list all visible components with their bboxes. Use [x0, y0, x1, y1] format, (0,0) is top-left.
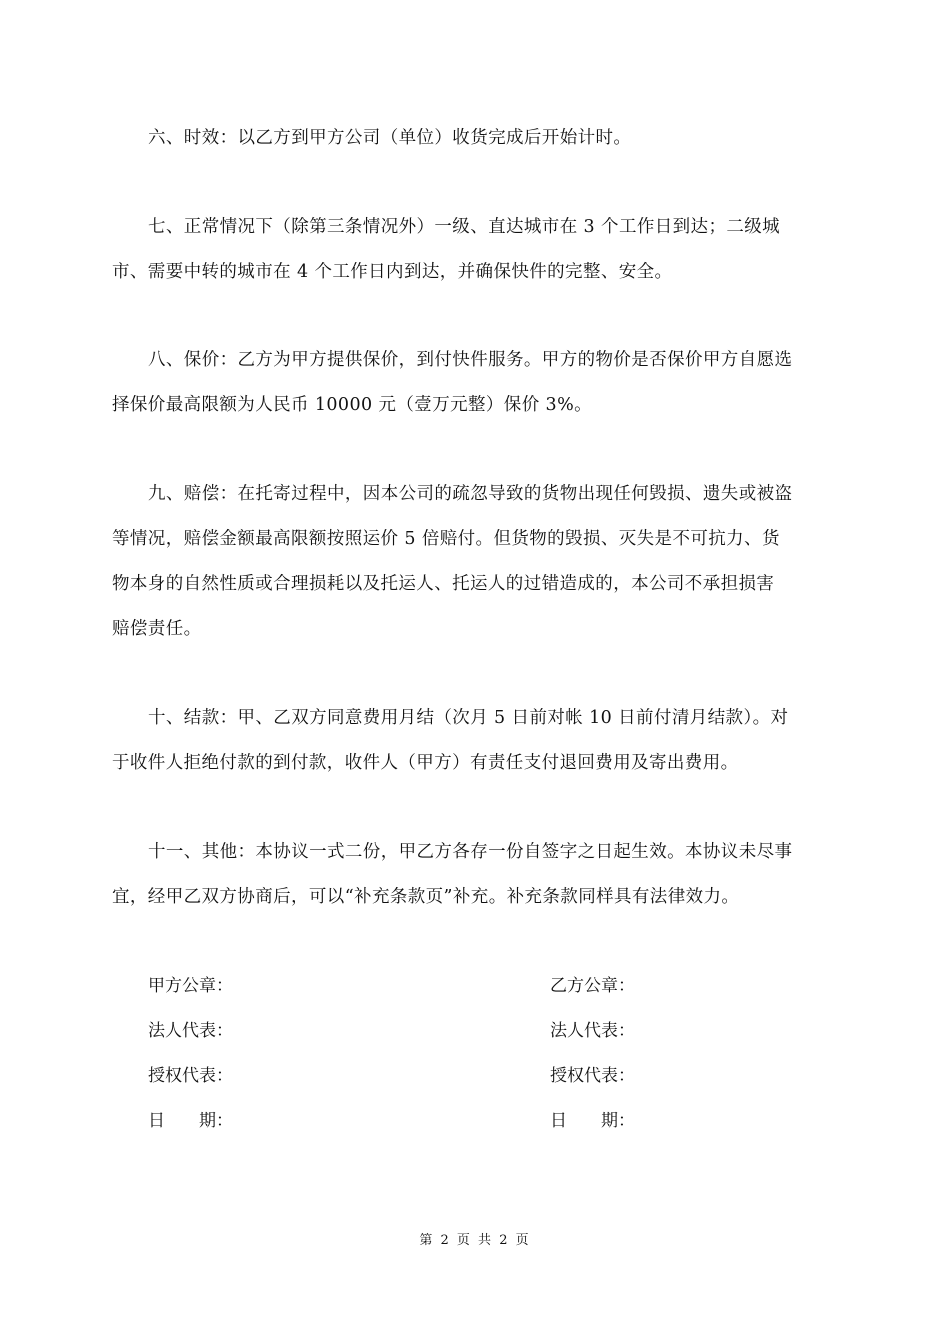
party-a-legal-rep-label: 法人代表： [148, 1021, 233, 1041]
party-a-date-label: 日 期： [148, 1111, 233, 1131]
party-a-seal-label: 甲方公章： [148, 976, 233, 996]
clause-8-line-2: 择保价最高限额为人民币 10000 元（壹万元整）保价 3%。 [112, 395, 593, 415]
party-a-authorized-rep-label: 授权代表： [148, 1066, 233, 1086]
page-number-footer: 第 2 页 共 2 页 [419, 1233, 531, 1248]
party-b-seal-label: 乙方公章： [550, 976, 635, 996]
clause-9-line-4: 赔偿责任。 [112, 619, 202, 639]
clause-10-line-2: 于收件人拒绝付款的到付款，收件人（甲方）有责任支付退回费用及寄出费用。 [112, 753, 739, 773]
party-b-legal-rep-label: 法人代表： [550, 1021, 635, 1041]
clause-6-line-1: 六、时效：以乙方到甲方公司（单位）收货完成后开始计时。 [148, 128, 632, 148]
clause-9-line-2: 等情况，赔偿金额最高限额按照运价 5 倍赔付。但货物的毁损、灭失是不可抗力、货 [112, 529, 780, 549]
clause-9-line-3: 物本身的自然性质或合理损耗以及托运人、托运人的过错造成的，本公司不承担损害 [112, 574, 775, 594]
clause-7-line-1: 七、正常情况下（除第三条情况外）一级、直达城市在 3 个工作日到达；二级城 [148, 217, 781, 237]
clause-11-line-1: 十一、其他：本协议一式二份，甲乙方各存一份自签字之日起生效。本协议未尽事 [148, 842, 793, 862]
party-b-date-label: 日 期： [550, 1111, 635, 1131]
clause-8-line-1: 八、保价：乙方为甲方提供保价，到付快件服务。甲方的物价是否保价甲方自愿选 [148, 350, 793, 370]
clause-10-line-1: 十、结款：甲、乙双方同意费用月结（次月 5 日前对帐 10 日前付清月结款）。对 [148, 708, 789, 728]
clause-11-line-2: 宜，经甲乙双方协商后，可以“补充条款页”补充。补充条款同样具有法律效力。 [112, 887, 740, 907]
clause-7-line-2: 市、需要中转的城市在 4 个工作日内到达，并确保快件的完整、安全。 [112, 262, 673, 282]
party-b-authorized-rep-label: 授权代表： [550, 1066, 635, 1086]
clause-9-line-1: 九、赔偿：在托寄过程中，因本公司的疏忽导致的货物出现任何毁损、遗失或被盗 [148, 484, 793, 504]
